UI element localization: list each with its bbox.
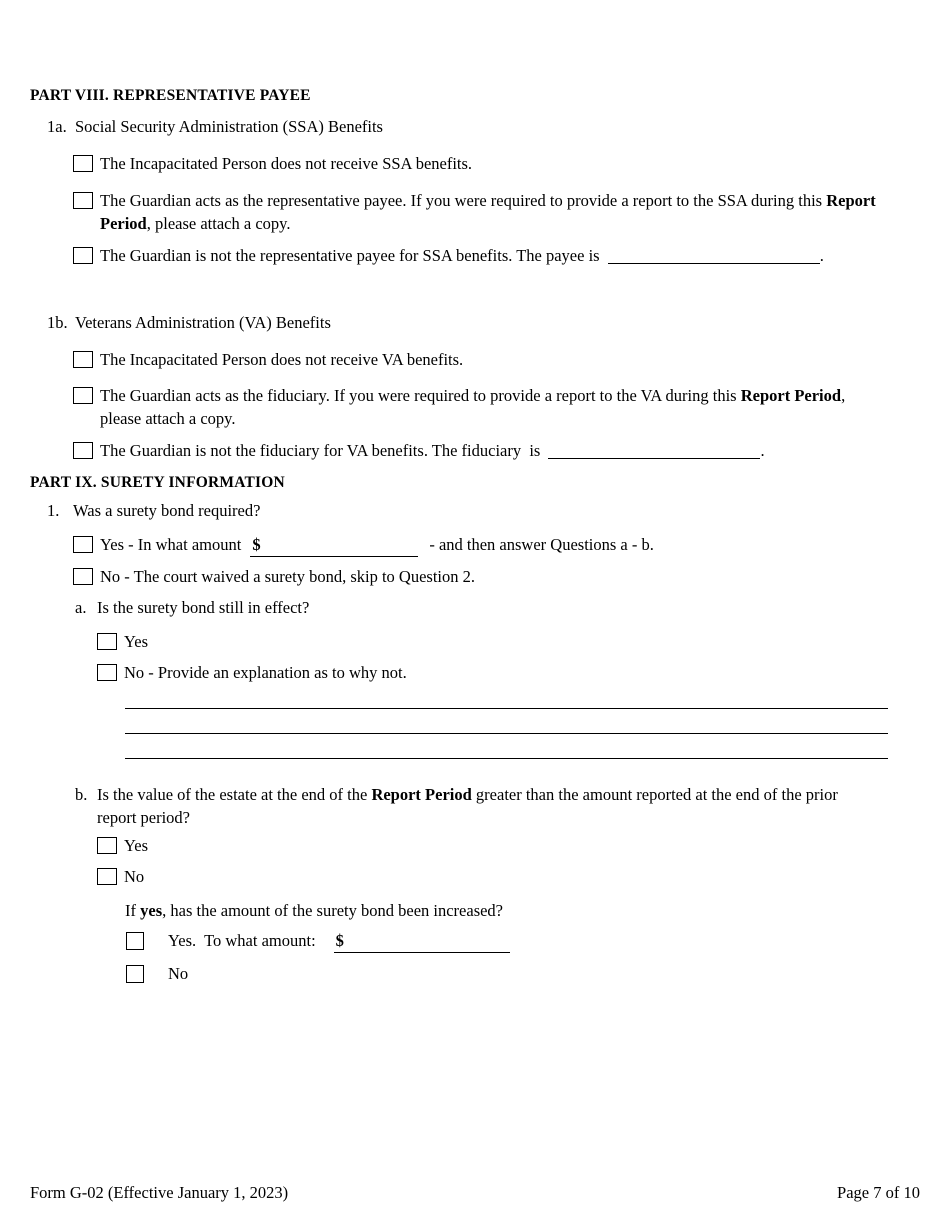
text-segment: - and then answer Questions a - b. [429, 535, 654, 554]
bond-required-yes-row [73, 533, 920, 557]
section-1a-title [47, 115, 920, 138]
section-1a-label: Social Security Administration (SSA) Benefits [75, 117, 383, 136]
text-segment: Yes. To what amount: [168, 931, 316, 950]
dollar-sign: $ [335, 931, 344, 950]
bond-increased-no-checkbox[interactable] [126, 965, 144, 983]
if-yes-text [125, 899, 920, 922]
bond-effect-yes-row [97, 630, 920, 653]
explanation-line-3[interactable] [125, 734, 888, 759]
text-segment: Yes - In what amount [100, 535, 242, 554]
bond-effect-no-checkbox[interactable] [97, 664, 117, 681]
explanation-line-1[interactable] [125, 684, 888, 709]
va-not-fiduciary-checkbox[interactable] [73, 442, 93, 459]
page-number-text: Page 7 of 10 [837, 1183, 920, 1202]
text-segment: The Guardian is not the representative payee for SSA benefits. The payee is [100, 246, 604, 265]
va-no-benefits-checkbox[interactable] [73, 351, 93, 368]
bond-required-no-row [73, 565, 920, 588]
question-1a-text: Is the surety bond still in effect? [97, 598, 310, 617]
text-segment: , please attach a copy. [146, 214, 291, 233]
text-segment: The Guardian acts as the representative payee. If you were required to provide a report to the SSA during this [100, 191, 827, 210]
ssa-guardian-payee-checkbox[interactable] [73, 192, 93, 209]
text-segment: If [125, 901, 141, 920]
bond-increase-amount-input[interactable] [334, 929, 510, 953]
section-1a-number: 1a. [47, 117, 67, 136]
question-1a-number: a. [75, 598, 87, 617]
page-footer [30, 1181, 920, 1204]
section-1b-label: Veterans Administration (VA) Benefits [75, 313, 331, 332]
text-segment: . [760, 441, 765, 460]
bond-required-no-checkbox[interactable] [73, 568, 93, 585]
question-1-text: Was a surety bond required? [73, 501, 261, 520]
bond-amount-input[interactable] [250, 533, 418, 557]
section-1b-title [47, 311, 920, 334]
ssa-payee-name-input[interactable] [608, 259, 820, 264]
text-segment: greater than the amount reported at the end of the prior report period? [97, 785, 838, 827]
question-1b-number: b. [75, 785, 88, 804]
ssa-guardian-payee-label [100, 189, 888, 235]
bond-effect-yes-checkbox[interactable] [97, 633, 117, 650]
va-no-benefits-label: The Incapacitated Person does not receive VA benefits. [100, 350, 464, 369]
va-guardian-fiduciary-checkbox[interactable] [73, 387, 93, 404]
va-not-fiduciary-label [100, 439, 920, 462]
estate-greater-no-label: No [124, 867, 145, 886]
form-id-text: Form G-02 (Effective January 1, 2023) [30, 1183, 289, 1202]
va-not-fiduciary-row [73, 439, 920, 462]
estate-greater-yes-checkbox[interactable] [97, 837, 117, 854]
bond-increased-yes-checkbox[interactable] [126, 932, 144, 950]
va-no-benefits-row [73, 348, 920, 371]
va-guardian-fiduciary-row [73, 384, 920, 430]
estate-greater-no-checkbox[interactable] [97, 868, 117, 885]
text-segment: Is the value of the estate at the end of the [97, 785, 372, 804]
estate-greater-yes-row [97, 834, 920, 857]
bond-increased-no-row [126, 962, 920, 985]
text-segment: The Guardian acts as the fiduciary. If you were required to provide a report to the VA during this [100, 386, 741, 405]
bond-effect-no-label: No - Provide an explanation as to why not. [124, 663, 407, 682]
ssa-not-payee-checkbox[interactable] [73, 247, 93, 264]
bond-required-yes-checkbox[interactable] [73, 536, 93, 553]
question-1-row [47, 499, 920, 522]
bond-increased-yes-row [126, 929, 920, 953]
bond-effect-yes-label: Yes [124, 632, 149, 651]
explanation-line-2[interactable] [125, 709, 888, 734]
ssa-no-benefits-row [73, 152, 920, 175]
section-1b-number: 1b. [47, 313, 68, 332]
question-1b-text [97, 783, 869, 829]
part8-heading: PART VIII. REPRESENTATIVE PAYEE [30, 87, 311, 104]
report-period-bold: Report Period [371, 785, 472, 804]
ssa-no-benefits-label: The Incapacitated Person does not receive SSA benefits. [100, 154, 473, 173]
ssa-no-benefits-checkbox[interactable] [73, 155, 93, 172]
bond-increased-no-label: No [168, 964, 189, 983]
ssa-not-payee-row [73, 244, 920, 267]
report-period-bold: Report Period [740, 386, 842, 405]
estate-greater-no-row [97, 865, 920, 888]
bond-increased-yes-label [168, 929, 920, 953]
bond-effect-no-row [97, 661, 920, 684]
report-period-bold: Report Period [100, 191, 876, 233]
text-segment: , has the amount of the surety bond been increased? [162, 901, 504, 920]
va-guardian-fiduciary-label [100, 384, 888, 430]
bond-required-no-label: No - The court waived a surety bond, skip to Question 2. [100, 567, 476, 586]
va-fiduciary-name-input[interactable] [548, 454, 760, 459]
question-1b-row [75, 783, 920, 829]
text-segment: . [819, 246, 824, 265]
ssa-guardian-payee-row [73, 189, 920, 235]
text-segment: The Guardian is not the fiduciary for VA benefits. The fiduciary is [100, 441, 545, 460]
estate-greater-yes-label: Yes [124, 836, 149, 855]
ssa-not-payee-label [100, 244, 920, 267]
part9-heading: PART IX. SURETY INFORMATION [30, 474, 285, 491]
dollar-sign: $ [252, 535, 261, 554]
question-1-number: 1. [47, 501, 60, 520]
yes-bold: yes [140, 901, 163, 920]
text-segment: , please attach a copy. [100, 386, 846, 428]
question-1a-row [75, 596, 920, 619]
bond-required-yes-label [100, 533, 920, 557]
